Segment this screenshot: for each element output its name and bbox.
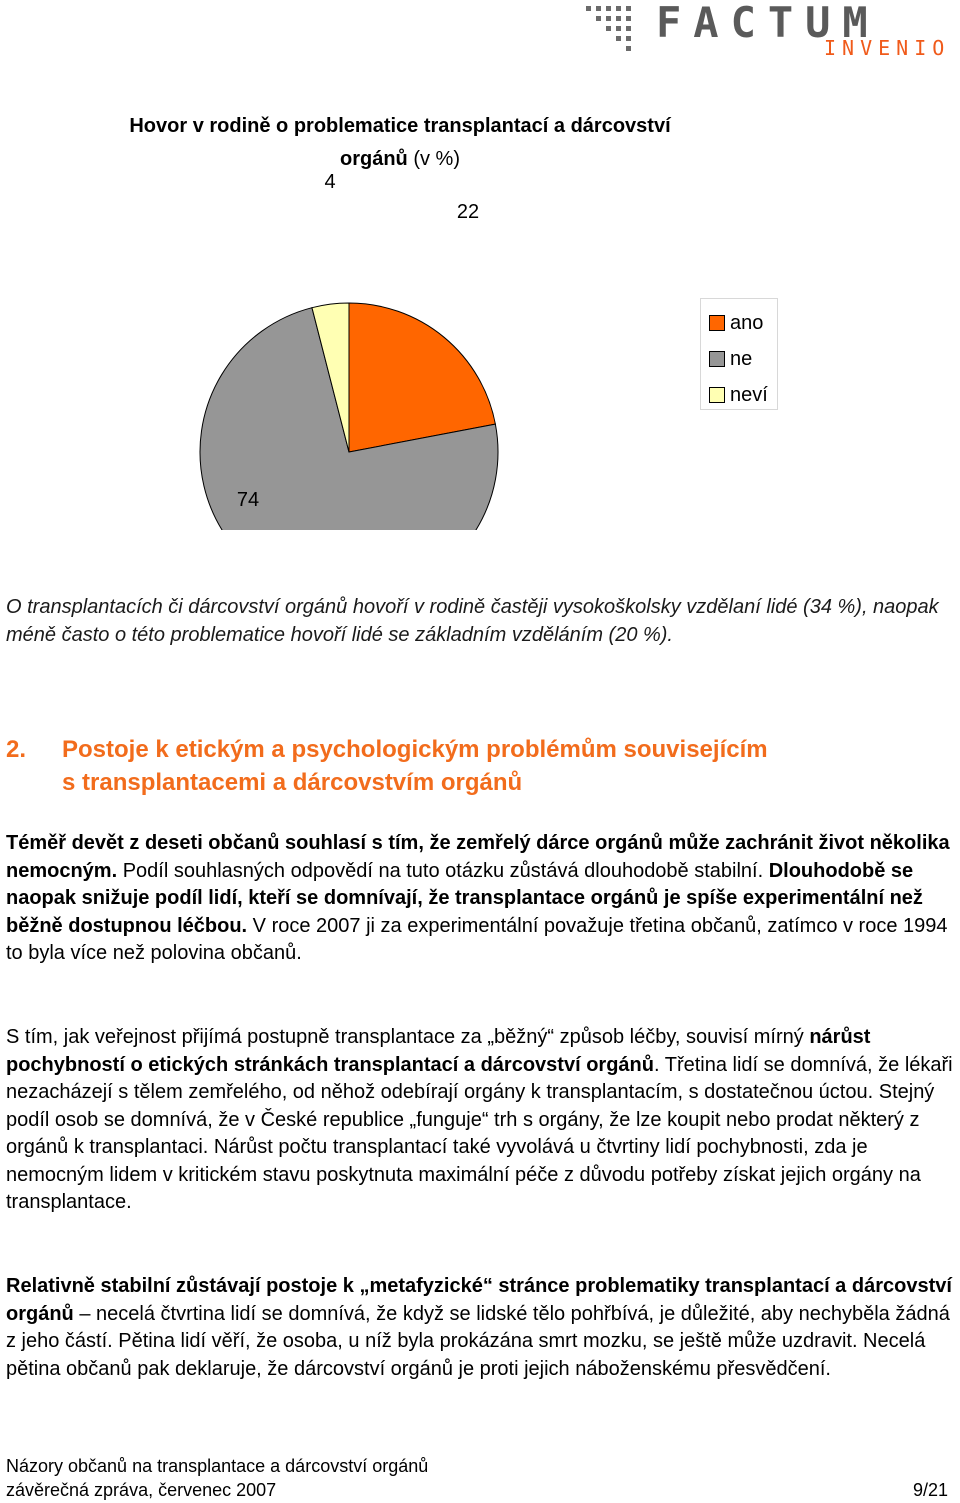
section-title-line2: s transplantacemi a dárcovstvím orgánů xyxy=(62,769,523,796)
chart-title-unit: (v %) xyxy=(413,148,460,170)
factum-invenio-logo xyxy=(586,0,960,58)
paragraph3-text2: . Třetina lidí se domnívá, že lékaři nezacházejí s tělem zemřelého, od něhož odebírají orgány k transplantacím, s dostatečnou úctou. Stejný podíl osob se domnívá, že v České republice „funguje“ trh s orgány, že lze koupit nebo prodat některý z orgánů k transplantaci. Nárůst počtu transplantací také vyvolává u čtvrtiny lidí pochybnosti, zda je nemocným lidem v kritickém stavu poskytnuta maximální péče z důvodu potřeby získat jejich orgány na transplantace. xyxy=(6,1053,953,1213)
logo-subtitle: INVENIO xyxy=(824,36,951,60)
footer-subtitle: závěrečná zpráva, červenec 2007 xyxy=(6,1480,277,1500)
legend-swatch-ano xyxy=(709,315,725,331)
page-number: 9/21 xyxy=(912,1480,948,1500)
paragraph2-text2: V roce 2007 ji za experimentální považuje třetina občanů, zatímco v roce 1994 to byla více než polovina občanů. xyxy=(6,914,948,964)
section-heading xyxy=(6,733,956,799)
legend-swatch-ne xyxy=(709,351,725,367)
chart-title-line1: Hovor v rodině o problematice transplantací a dárcovství xyxy=(129,115,671,137)
paragraph4-text1: – necelá čtvrtina lidí se domnívá, že když se lidské tělo pohřbívá, je důležité, aby nechyběla žádná z jeho částí. Pětina lidí věří, že osoba, u níž byla prokázána smrt mozku, se ještě může uzdravit. Necelá pětina občanů pak deklaruje, že dárcovství orgánů je proti jejich náboženskému přesvědčení. xyxy=(6,1302,950,1380)
paragraph-education: O transplantacích či dárcovství orgánů hovoří v rodině častěji vysokoškolsky vzdělaní lidé (34 %), naopak méně často o této problematice hovoří lidé se základním vzděláním (20 %). xyxy=(6,596,939,646)
paragraph3-bold1: nárůst pochybností o etických stránkách transplantací a dárcovství orgánů xyxy=(6,1026,871,1076)
pie-data-label-0: 22 xyxy=(456,201,480,223)
paragraph2-bold1: Téměř devět z deseti občanů souhlasí s tím, že zemřelý dárce orgánů může zachránit život několika nemocným. xyxy=(6,832,950,882)
paragraph-metaphysical xyxy=(6,1273,956,1383)
pie-chart-svg xyxy=(0,100,960,530)
pie-data-label-1: 74 xyxy=(236,489,260,511)
legend-label-ne: ne xyxy=(730,348,753,370)
paragraph2-text1: Podíl souhlasných odpovědí na tuto otázku zůstává dlouhodobě stabilní. xyxy=(117,859,769,882)
chart-legend xyxy=(700,298,778,410)
legend-swatch-nevi xyxy=(709,387,725,403)
legend-label-nevi: neví xyxy=(730,384,768,406)
legend-label-ano: ano xyxy=(730,312,764,334)
pie-data-label-2: 4 xyxy=(324,171,336,193)
footer-title: Názory občanů na transplantace a dárcovství orgánů xyxy=(6,1456,429,1476)
paragraph4-bold1: Relativně stabilní zůstávají postoje k „metafyzické“ stránce problematiky transplantací a dárcovství orgánů xyxy=(6,1275,952,1325)
paragraph3-text1: S tím, jak veřejnost přijímá postupně transplantace za „běžný“ způsob léčby, souvisí mírný xyxy=(6,1026,810,1048)
paragraph2-bold2: Dlouhodobě se naopak snižuje podíl lidí, kteří se domnívají, že transplantace orgánů je spíše experimentální než běžně dostupnou léčbou. xyxy=(6,859,923,937)
section-number: 2. xyxy=(6,736,27,763)
logo-wordmark: FACTUM xyxy=(656,0,880,47)
logo-dot-grid-icon xyxy=(586,6,638,52)
pie-chart xyxy=(0,100,960,530)
section-title-line1: Postoje k etickým a psychologickým problémům souvisejícím xyxy=(62,736,768,763)
paragraph-donor-attitudes xyxy=(6,830,956,968)
paragraph-ethical-doubts xyxy=(6,1024,956,1217)
chart-title-line2: orgánů xyxy=(339,148,408,170)
